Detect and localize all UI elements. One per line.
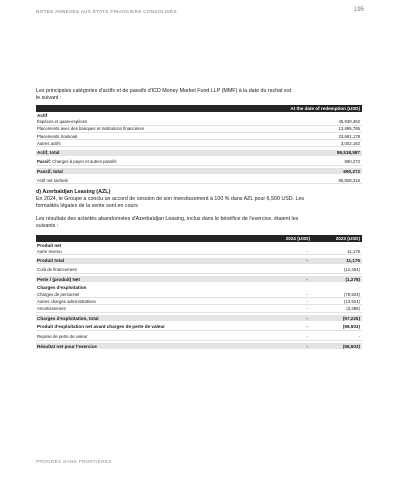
value-2024: - [306, 276, 308, 282]
row-label: Coût de financement [37, 267, 77, 273]
row-label: Produit total [37, 258, 65, 264]
running-header: NOTES ANNEXES AUX ÉTATS FINANCIERS CONSOLIDÉS [36, 9, 177, 14]
value-2024: - [306, 248, 308, 254]
value-2023: (97,225) [342, 315, 360, 321]
section-d-p1-line-2: formalités légales de la vente sont en cours [36, 203, 138, 210]
row-value: 13,895,785 [338, 126, 360, 132]
table-row-actif-total [36, 150, 362, 156]
row-label: Placements Soukouk [37, 133, 78, 139]
actif-rows [36, 119, 362, 148]
table-row-section-actif [36, 112, 362, 118]
intro-line-2: le suivant : [36, 95, 62, 102]
row-label: Perte / (produit) Net [37, 276, 80, 282]
value-2024: - [306, 291, 308, 297]
table-row [36, 258, 362, 264]
discontinued-operations-table [36, 235, 362, 349]
discontinued-rows [36, 242, 362, 349]
row-value: 690,272 [344, 159, 360, 165]
table-row [36, 324, 362, 331]
row-label: Charges d'exploitation, total [37, 315, 99, 321]
row-value: 86,518,587 [337, 150, 360, 156]
row-label: Reprise de perte de valeur [37, 334, 88, 340]
redemption-table-header: At the date of redemption (USD) [36, 105, 362, 112]
table-row-passif-total [36, 168, 362, 174]
table-row [36, 133, 362, 140]
column-header-2023: 2023 (USD) [335, 235, 360, 241]
section-d-heading: d) Azerbaïdjan Leasing (AZL) [36, 189, 111, 196]
value-2023: (98,503) [342, 324, 360, 330]
column-header-2024: 2024 (USD) [285, 235, 310, 241]
table-row [36, 298, 362, 305]
value-2023: 11,176 [347, 248, 360, 254]
value-2023: (79,923) [343, 291, 360, 297]
table-row [36, 248, 362, 255]
section-d-p2-line-1: Les résultats des activités abandonnées d'Azerbaïdjan Leasing, inclus dans le bénéfice de l'exercice, étaient les [36, 215, 299, 222]
row-label [36, 159, 290, 164]
value-2023: (98,503) [342, 343, 360, 349]
table-row [36, 126, 362, 133]
value-2024: - [306, 315, 308, 321]
page-footer: PROGRÈS SANS FRONTIÈRES [36, 459, 112, 464]
table-row [36, 276, 362, 282]
row-label: Amortissement [37, 306, 66, 311]
table-row [36, 119, 362, 126]
table-row [36, 315, 362, 321]
intro-line-1: Les principales catégories d'actifs et de passifs d'ICD Money Market Fund LLP (MMF) à la date du rachat est [36, 88, 292, 94]
row-label: Actif net racheté [37, 177, 69, 183]
value-2024: - [306, 324, 308, 330]
row-label: Résultat net pour l'exercice [37, 343, 97, 349]
section-d-paragraph-2 [36, 216, 362, 230]
row-label: Actif, total [37, 150, 60, 156]
row-value: 45,939,462 [338, 119, 360, 125]
row-label: Produit net [37, 242, 62, 248]
row-label: Passif, total [37, 168, 63, 174]
row-label: Autre revenu [37, 248, 62, 254]
discontinued-table-header [36, 235, 362, 242]
section-d-p2-line-2: suivants : [36, 222, 59, 229]
page-content [36, 88, 362, 349]
row-label: Placements avec des banques et Institutions financières [37, 126, 145, 132]
row-value: 3,002,162 [340, 140, 360, 146]
table-row [36, 266, 362, 273]
table-row [36, 140, 362, 147]
value-2023: (1,278) [345, 276, 360, 282]
table-row [36, 305, 362, 312]
intro-paragraph [36, 88, 362, 102]
table-row [36, 291, 362, 298]
value-2024: - [306, 298, 308, 304]
row-label: Charges de personnel [37, 291, 80, 297]
row-label: Espèces et quasi-espèces [37, 119, 88, 125]
row-label: Autres charges administratives [37, 298, 96, 304]
value-2024: - [306, 343, 308, 349]
table-row-passif [36, 159, 362, 166]
row-label: Produit d'exploitation net avant charges de perte de valeur [37, 324, 165, 330]
row-value: 85,828,315 [338, 177, 360, 183]
value-2023: (3,388) [346, 306, 360, 311]
table-row [36, 333, 362, 340]
value-2024: - [306, 306, 308, 311]
passif-label-bold: Passif: [37, 159, 52, 165]
value-2024: - [306, 334, 308, 340]
section-d-p1-line-1: En 2024, le Groupe a conclu un accord de cession de son investissement à 100 % dans AZL pour 6,500 USD. Les [36, 196, 305, 203]
table-row [36, 343, 362, 349]
value-2023: (12,454) [343, 267, 360, 273]
value-2023: (13,914) [343, 298, 360, 304]
row-label: Autres actifs [37, 140, 61, 146]
page-number: 195 [353, 7, 364, 13]
passif-label-rest: Charges à payer et autres passifs [51, 159, 117, 165]
table-row-actif-net [36, 177, 362, 184]
value-2024: - [306, 258, 308, 264]
redemption-table [36, 105, 362, 184]
row-value: 690,272 [343, 168, 360, 174]
section-d-paragraph-1 [36, 196, 362, 210]
value-2023: - [358, 334, 360, 340]
section-label: Actif [37, 113, 48, 118]
value-2023: 11,176 [346, 258, 360, 264]
row-label: Charges d'exploitation [37, 285, 87, 291]
row-value: 23,691,178 [338, 133, 360, 139]
